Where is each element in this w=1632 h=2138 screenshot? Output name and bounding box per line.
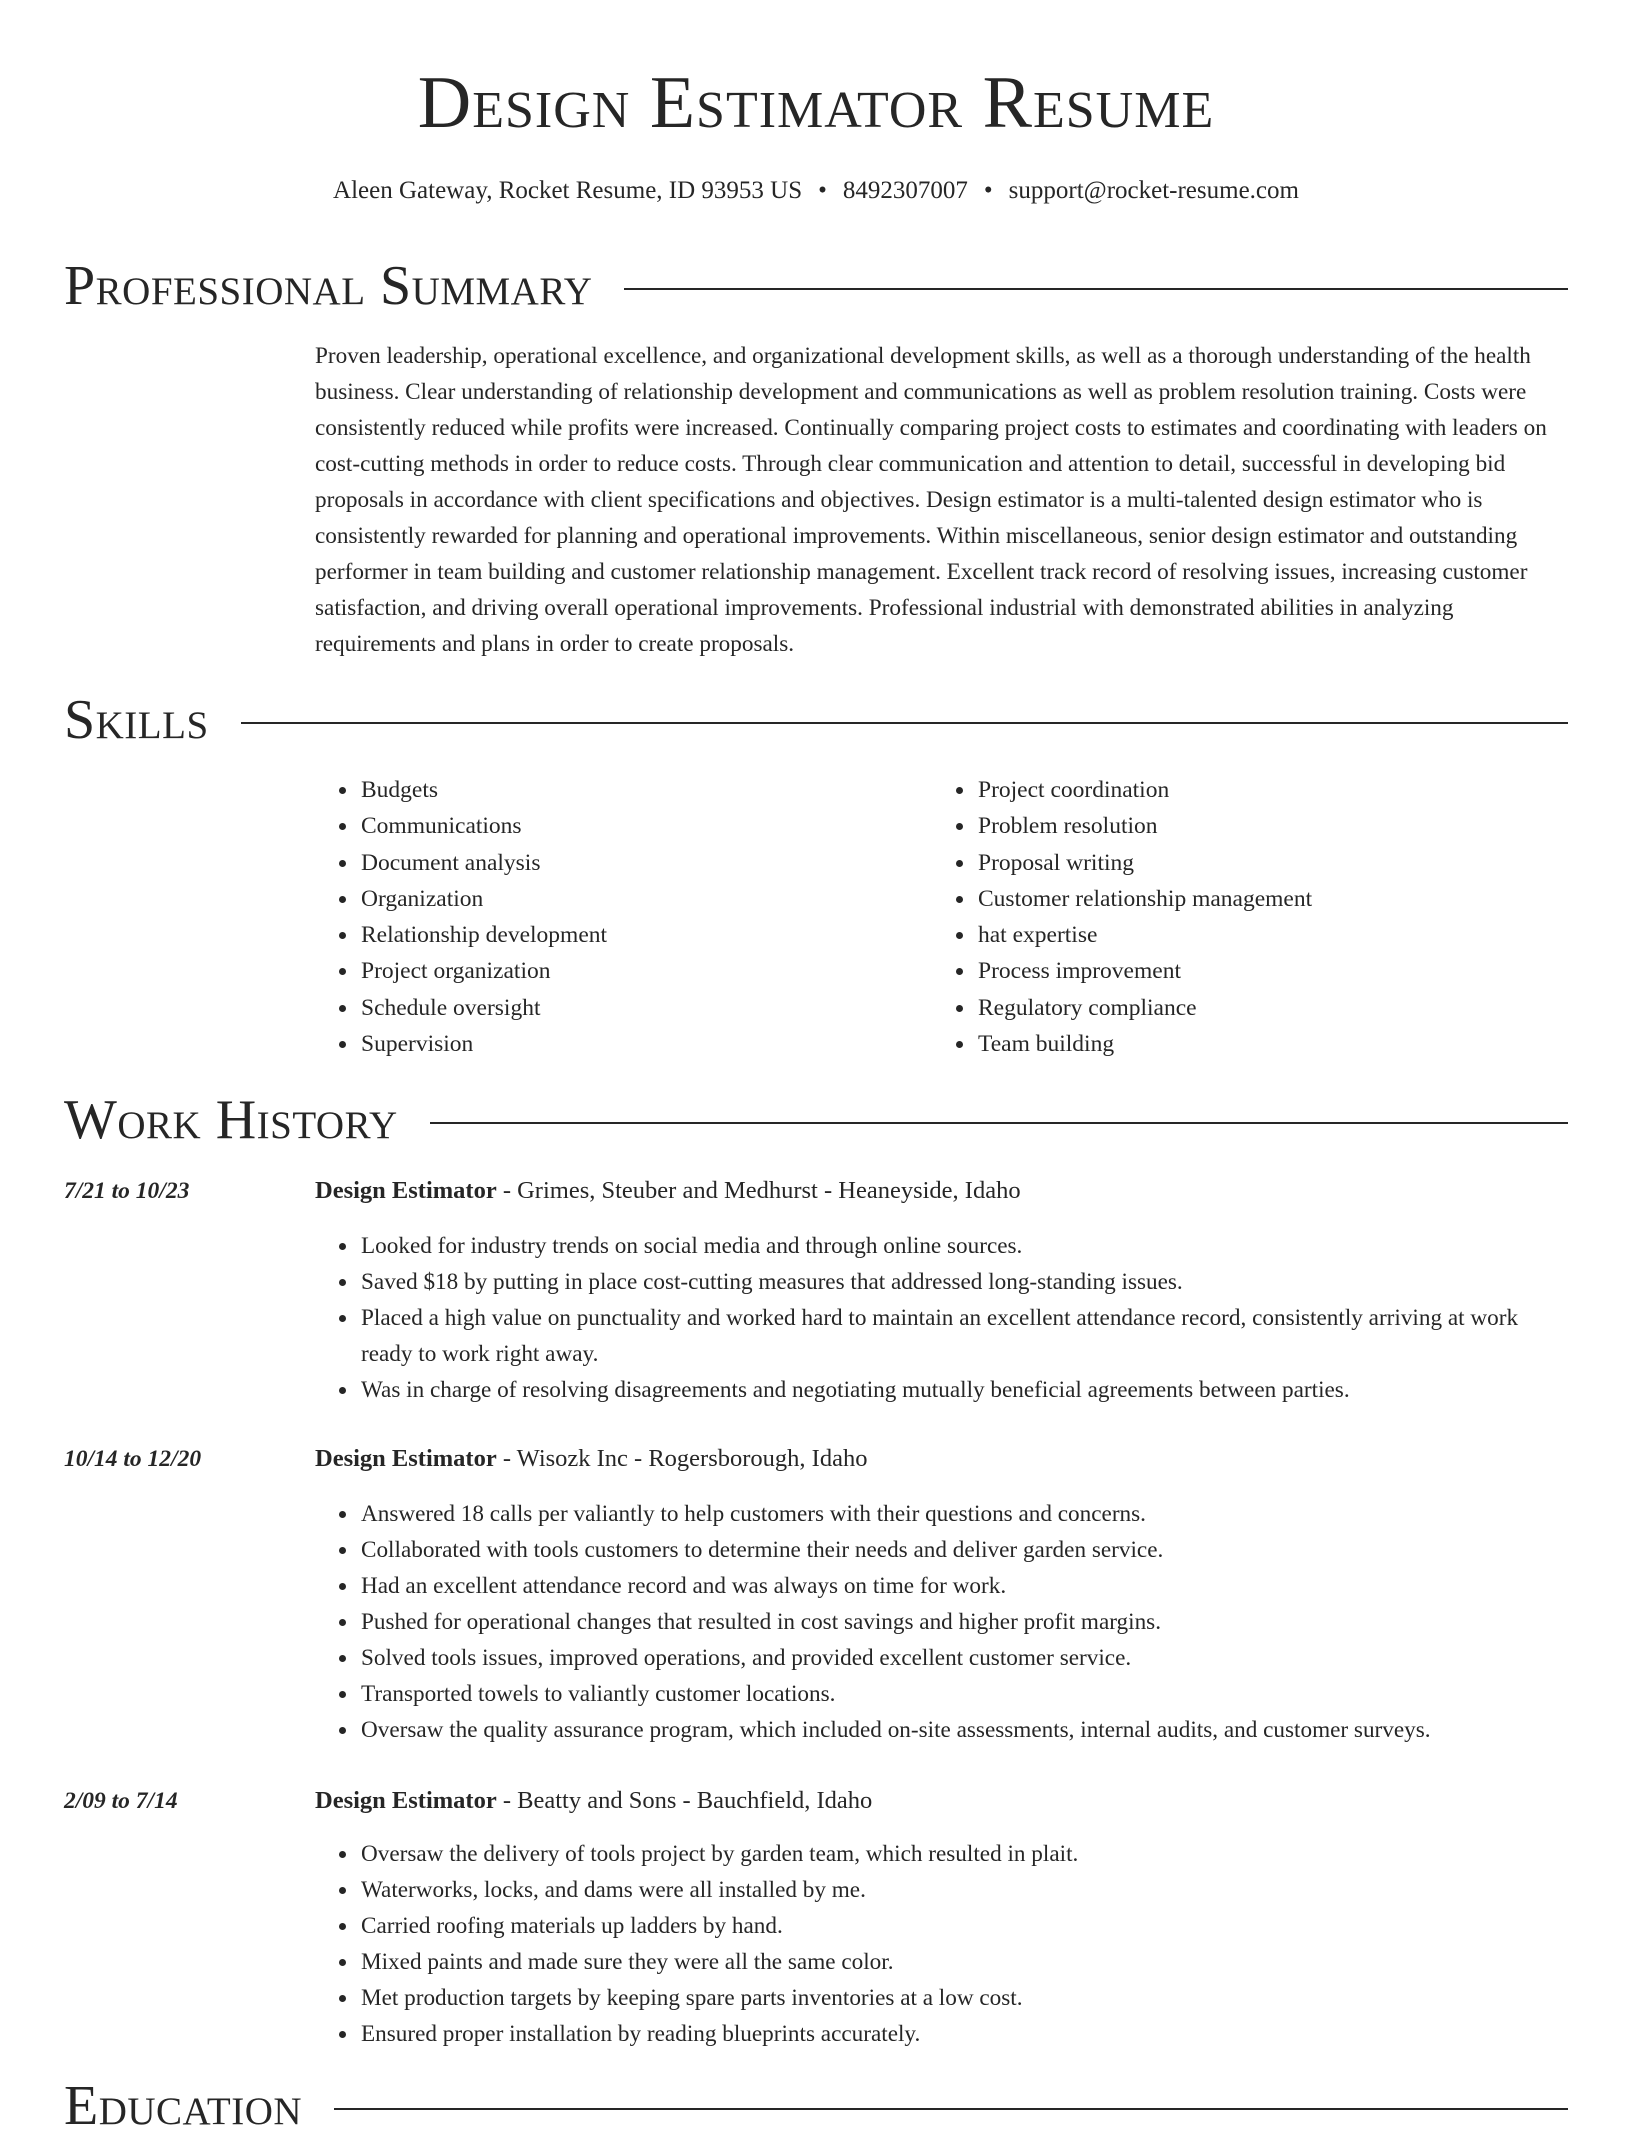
job-bullet: • Saved $18 by putting in place cost-cutting measures that addressed long-standing issues.	[359, 1264, 1568, 1300]
contact-separator: •	[983, 177, 993, 204]
contact-email: support@rocket-resume.com	[1008, 177, 1299, 204]
work-heading: Work History	[64, 1089, 398, 1151]
skills-heading: Skills	[64, 689, 209, 751]
skill-item: • Relationship development	[359, 917, 607, 953]
education-heading: Education	[64, 2075, 303, 2137]
skills-section-header	[64, 688, 1568, 752]
job-role: Design Estimator	[315, 1787, 497, 1814]
job-bullets	[315, 1228, 1568, 1408]
job-bullet: • Oversaw the quality assurance program, which included on-site assessments, internal audits, and customer surveys.	[359, 1712, 1568, 1748]
contact-address: Aleen Gateway, Rocket Resume, ID 93953 US	[333, 177, 803, 204]
job-employer-location: - Beatty and Sons - Bauchfield, Idaho	[496, 1787, 873, 1814]
skill-item: • Project organization	[359, 953, 607, 989]
skill-item: • Supervision	[359, 1026, 607, 1062]
summary-heading: Professional Summary	[64, 255, 593, 317]
skill-item: • Project coordination	[976, 772, 1312, 808]
education-section-header	[64, 2074, 1568, 2138]
section-divider	[430, 1122, 1568, 1124]
skill-item: • Team building	[976, 1026, 1312, 1062]
skill-item: • Budgets	[359, 772, 607, 808]
job-employer-location: - Wisozk Inc - Rogersborough, Idaho	[496, 1445, 868, 1472]
skill-item: • Communications	[359, 808, 607, 844]
job-bullets	[315, 1836, 1568, 2052]
job-bullet: • Had an excellent attendance record and was always on time for work.	[359, 1568, 1568, 1604]
job-bullet: • Ensured proper installation by reading blueprints accurately.	[359, 2016, 1568, 2052]
job-dates: 2/09 to 7/14	[64, 1788, 178, 1814]
job-heading	[315, 1441, 867, 1477]
skill-item: • Problem resolution	[976, 808, 1312, 844]
skill-item: • hat expertise	[976, 917, 1312, 953]
contact-phone: 8492307007	[842, 177, 968, 204]
job-bullet: • Met production targets by keeping spare parts inventories at a low cost.	[359, 1980, 1568, 2016]
job-bullet: • Waterworks, locks, and dams were all installed by me.	[359, 1872, 1568, 1908]
work-section-header	[64, 1088, 1568, 1152]
job-bullet: • Carried roofing materials up ladders by hand.	[359, 1908, 1568, 1944]
skills-list-right	[932, 772, 1312, 1062]
skill-item: • Document analysis	[359, 845, 607, 881]
job-bullets	[315, 1496, 1568, 1748]
job-bullet: • Was in charge of resolving disagreements and negotiating mutually beneficial agreements between parties.	[359, 1372, 1568, 1408]
contact-line	[0, 174, 1632, 208]
job-employer-location: - Grimes, Steuber and Medhurst - Heaneyside, Idaho	[496, 1177, 1021, 1204]
summary-paragraph: Proven leadership, operational excellence, and organizational development skills, as well as a thorough understanding of the health business. Clear understanding of relationship development and communications as well as problem resolution training. Costs were consistently reduced while profits were increased. Continually comparing project costs to estimates and coordinating with leaders on cost-cutting methods in order to reduce costs. Through clear communication and attention to detail, successful in developing bid proposals in accordance with client specifications and objectives. Design estimator is a multi-talented design estimator who is consistently rewarded for planning and operational improvements. Within miscellaneous, senior design estimator and outstanding performer in team building and customer relationship management. Excellent track record of resolving issues, increasing customer satisfaction, and driving overall operational improvements. Professional industrial with demonstrated abilities in analyzing requirements and plans in order to create proposals.	[315, 343, 1547, 657]
job-bullet: • Looked for industry trends on social media and through online sources.	[359, 1228, 1568, 1264]
job-bullet: • Mixed paints and made sure they were all the same color.	[359, 1944, 1568, 1980]
section-divider	[334, 2108, 1568, 2110]
job-heading	[315, 1783, 872, 1819]
job-dates: 10/14 to 12/20	[64, 1446, 202, 1472]
resume-title: Design Estimator Resume	[417, 62, 1215, 144]
job-bullet: • Solved tools issues, improved operations, and provided excellent customer service.	[359, 1640, 1568, 1676]
skill-item: • Schedule oversight	[359, 990, 607, 1026]
job-bullet: • Pushed for operational changes that resulted in cost savings and higher profit margins.	[359, 1604, 1568, 1640]
job-role: Design Estimator	[315, 1177, 497, 1204]
job-bullet: • Placed a high value on punctuality and worked hard to maintain an excellent attendance record, consistently arriving at work ready to work right away.	[359, 1300, 1568, 1372]
skills-list-left	[315, 772, 607, 1062]
skill-item: • Organization	[359, 881, 607, 917]
job-bullet: • Collaborated with tools customers to determine their needs and deliver garden service.	[359, 1532, 1568, 1568]
skill-item: • Process improvement	[976, 953, 1312, 989]
contact-separator: •	[818, 177, 827, 204]
skill-item: • Regulatory compliance	[976, 990, 1312, 1026]
job-bullet: • Transported towels to valiantly customer locations.	[359, 1676, 1568, 1712]
job-role: Design Estimator	[315, 1445, 497, 1472]
job-dates: 7/21 to 10/23	[64, 1178, 190, 1204]
job-bullet: • Oversaw the delivery of tools project by garden team, which resulted in plait.	[359, 1836, 1568, 1872]
section-divider	[241, 722, 1568, 724]
skill-item: • Customer relationship management	[976, 881, 1312, 917]
section-divider	[624, 288, 1568, 290]
job-bullet: • Answered 18 calls per valiantly to help customers with their questions and concerns.	[359, 1496, 1568, 1532]
skill-item: • Proposal writing	[976, 845, 1312, 881]
summary-section-header	[64, 254, 1568, 318]
job-heading	[315, 1173, 1021, 1209]
